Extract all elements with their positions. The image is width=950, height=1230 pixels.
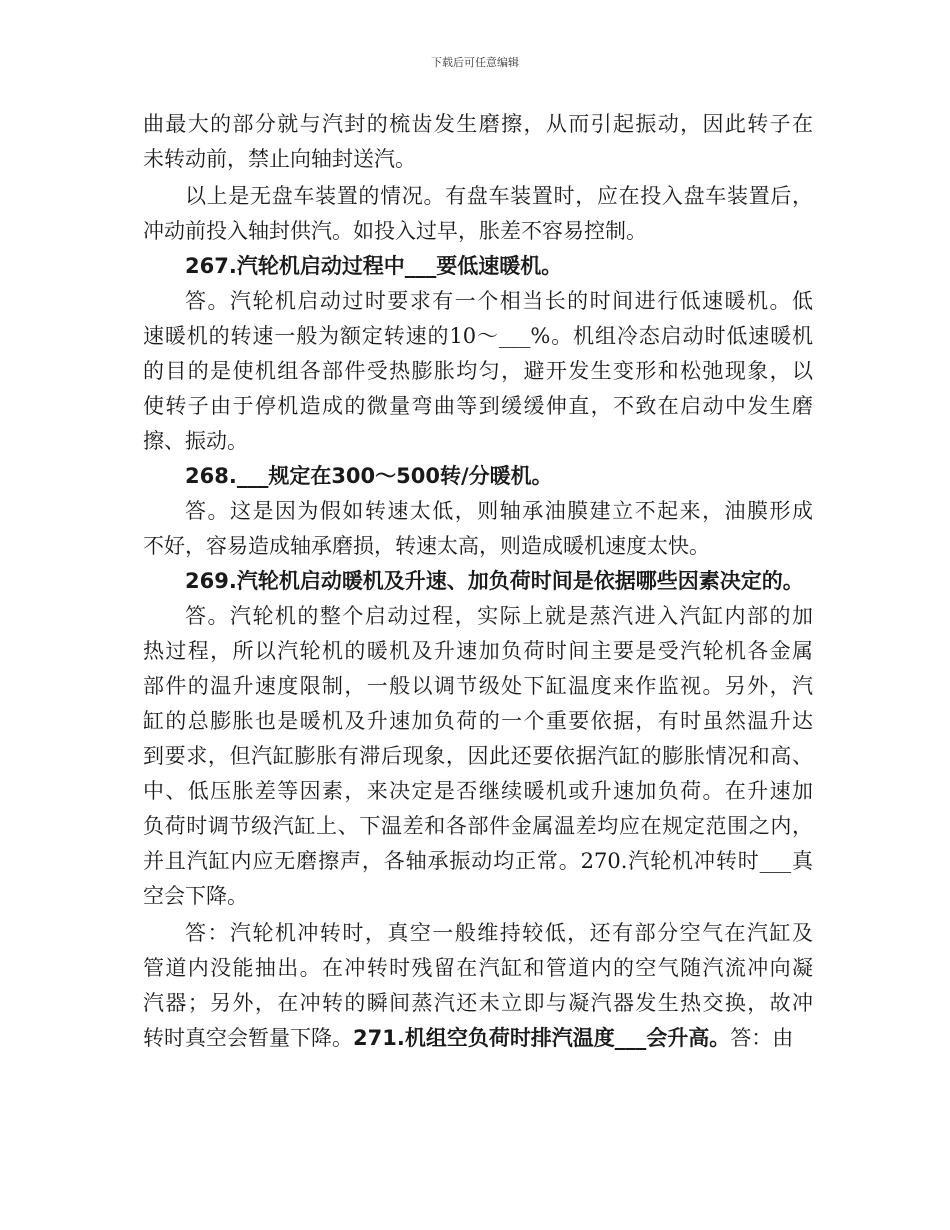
question-heading-271: 271.机组空负荷时排汽温度___会升高。	[353, 1026, 731, 1050]
paragraph-line-mixed	[143, 1021, 813, 1056]
paragraph-line: 管道内没能抽出。在冲转时残留在汽缸和管道内的空气随汽流冲向凝	[143, 956, 813, 980]
question-heading-268: 268.___规定在300～500转/分暖机。	[185, 464, 553, 488]
paragraph-line: 负荷时调节级汽缸上、下温差和各部件金属温差均应在规定范围之内，	[143, 814, 813, 838]
paragraph-line: 答：汽轮机冲转时，真空一般维持较低，还有部分空气在汽缸及	[185, 921, 813, 945]
paragraph-line: 答。汽轮机的整个启动过程，实际上就是蒸汽进入汽缸内部的加	[185, 604, 813, 628]
paragraph-line: 擦、振动。	[143, 429, 248, 453]
paragraph-line: 曲最大的部分就与汽封的梳齿发生磨擦，从而引起振动，因此转子在	[143, 112, 813, 136]
paragraph-line: 并且汽缸内应无磨擦声，各轴承振动均正常。270.汽轮机冲转时___真	[143, 849, 813, 873]
paragraph-line: 使转子由于停机造成的微量弯曲等到缓缓伸直，不致在启动中发生磨	[143, 394, 813, 418]
paragraph-line: 答。汽轮机启动过时要求有一个相当长的时间进行低速暖机。低	[185, 289, 813, 313]
paragraph-line: 冲动前投入轴封供汽。如投入过早，胀差不容易控制。	[143, 219, 647, 243]
paragraph-line: 的目的是使机组各部件受热膨胀均匀，避开发生变形和松弛现象，以	[143, 359, 813, 383]
paragraph-line: 中、低压胀差等因素，来决定是否继续暖机或升速加负荷。在升速加	[143, 779, 813, 803]
paragraph-line: 热过程，所以汽轮机的暖机及升速加负荷时间主要是受汽轮机各金属	[143, 639, 813, 663]
paragraph-line: 缸的总膨胀也是暖机及升速加负荷的一个重要依据，有时虽然温升达	[143, 709, 813, 733]
paragraph-line: 空会下降。	[143, 884, 248, 908]
paragraph-line: 以上是无盘车装置的情况。有盘车装置时，应在投入盘车装置后，	[185, 184, 813, 208]
paragraph-line: 汽器；另外，在冲转的瞬间蒸汽还未立即与凝汽器发生热交换，故冲	[143, 991, 813, 1015]
paragraph-line: 未转动前，禁止向轴封送汽。	[143, 147, 416, 171]
paragraph-line: 不好，容易造成轴承磨损，转速太高，则造成暖机速度太快。	[143, 534, 710, 558]
question-heading-269: 269.汽轮机启动暖机及升速、加负荷时间是依据哪些因素决定的。	[185, 569, 804, 593]
paragraph-line: 到要求，但汽缸膨胀有滞后现象，因此还要依据汽缸的膨胀情况和高、	[143, 744, 813, 768]
paragraph-line: 答。这是因为假如转速太低，则轴承油膜建立不起来，油膜形成	[185, 499, 813, 523]
paragraph-line: 部件的温升速度限制，一般以调节级处下缸温度来作监视。另外，汽	[143, 674, 813, 698]
page-header: 下载后可任意编辑	[431, 56, 519, 69]
document-body	[143, 107, 813, 1056]
question-heading-267: 267.汽轮机启动过程中___要低速暖机。	[185, 254, 563, 278]
paragraph-line: 速暖机的转速一般为额定转速的10～___%。机组冷态启动时低速暖机	[143, 324, 813, 348]
answer-fragment: 答：由	[730, 1026, 794, 1050]
answer-fragment: 转时真空会暂量下降。	[143, 1026, 353, 1050]
